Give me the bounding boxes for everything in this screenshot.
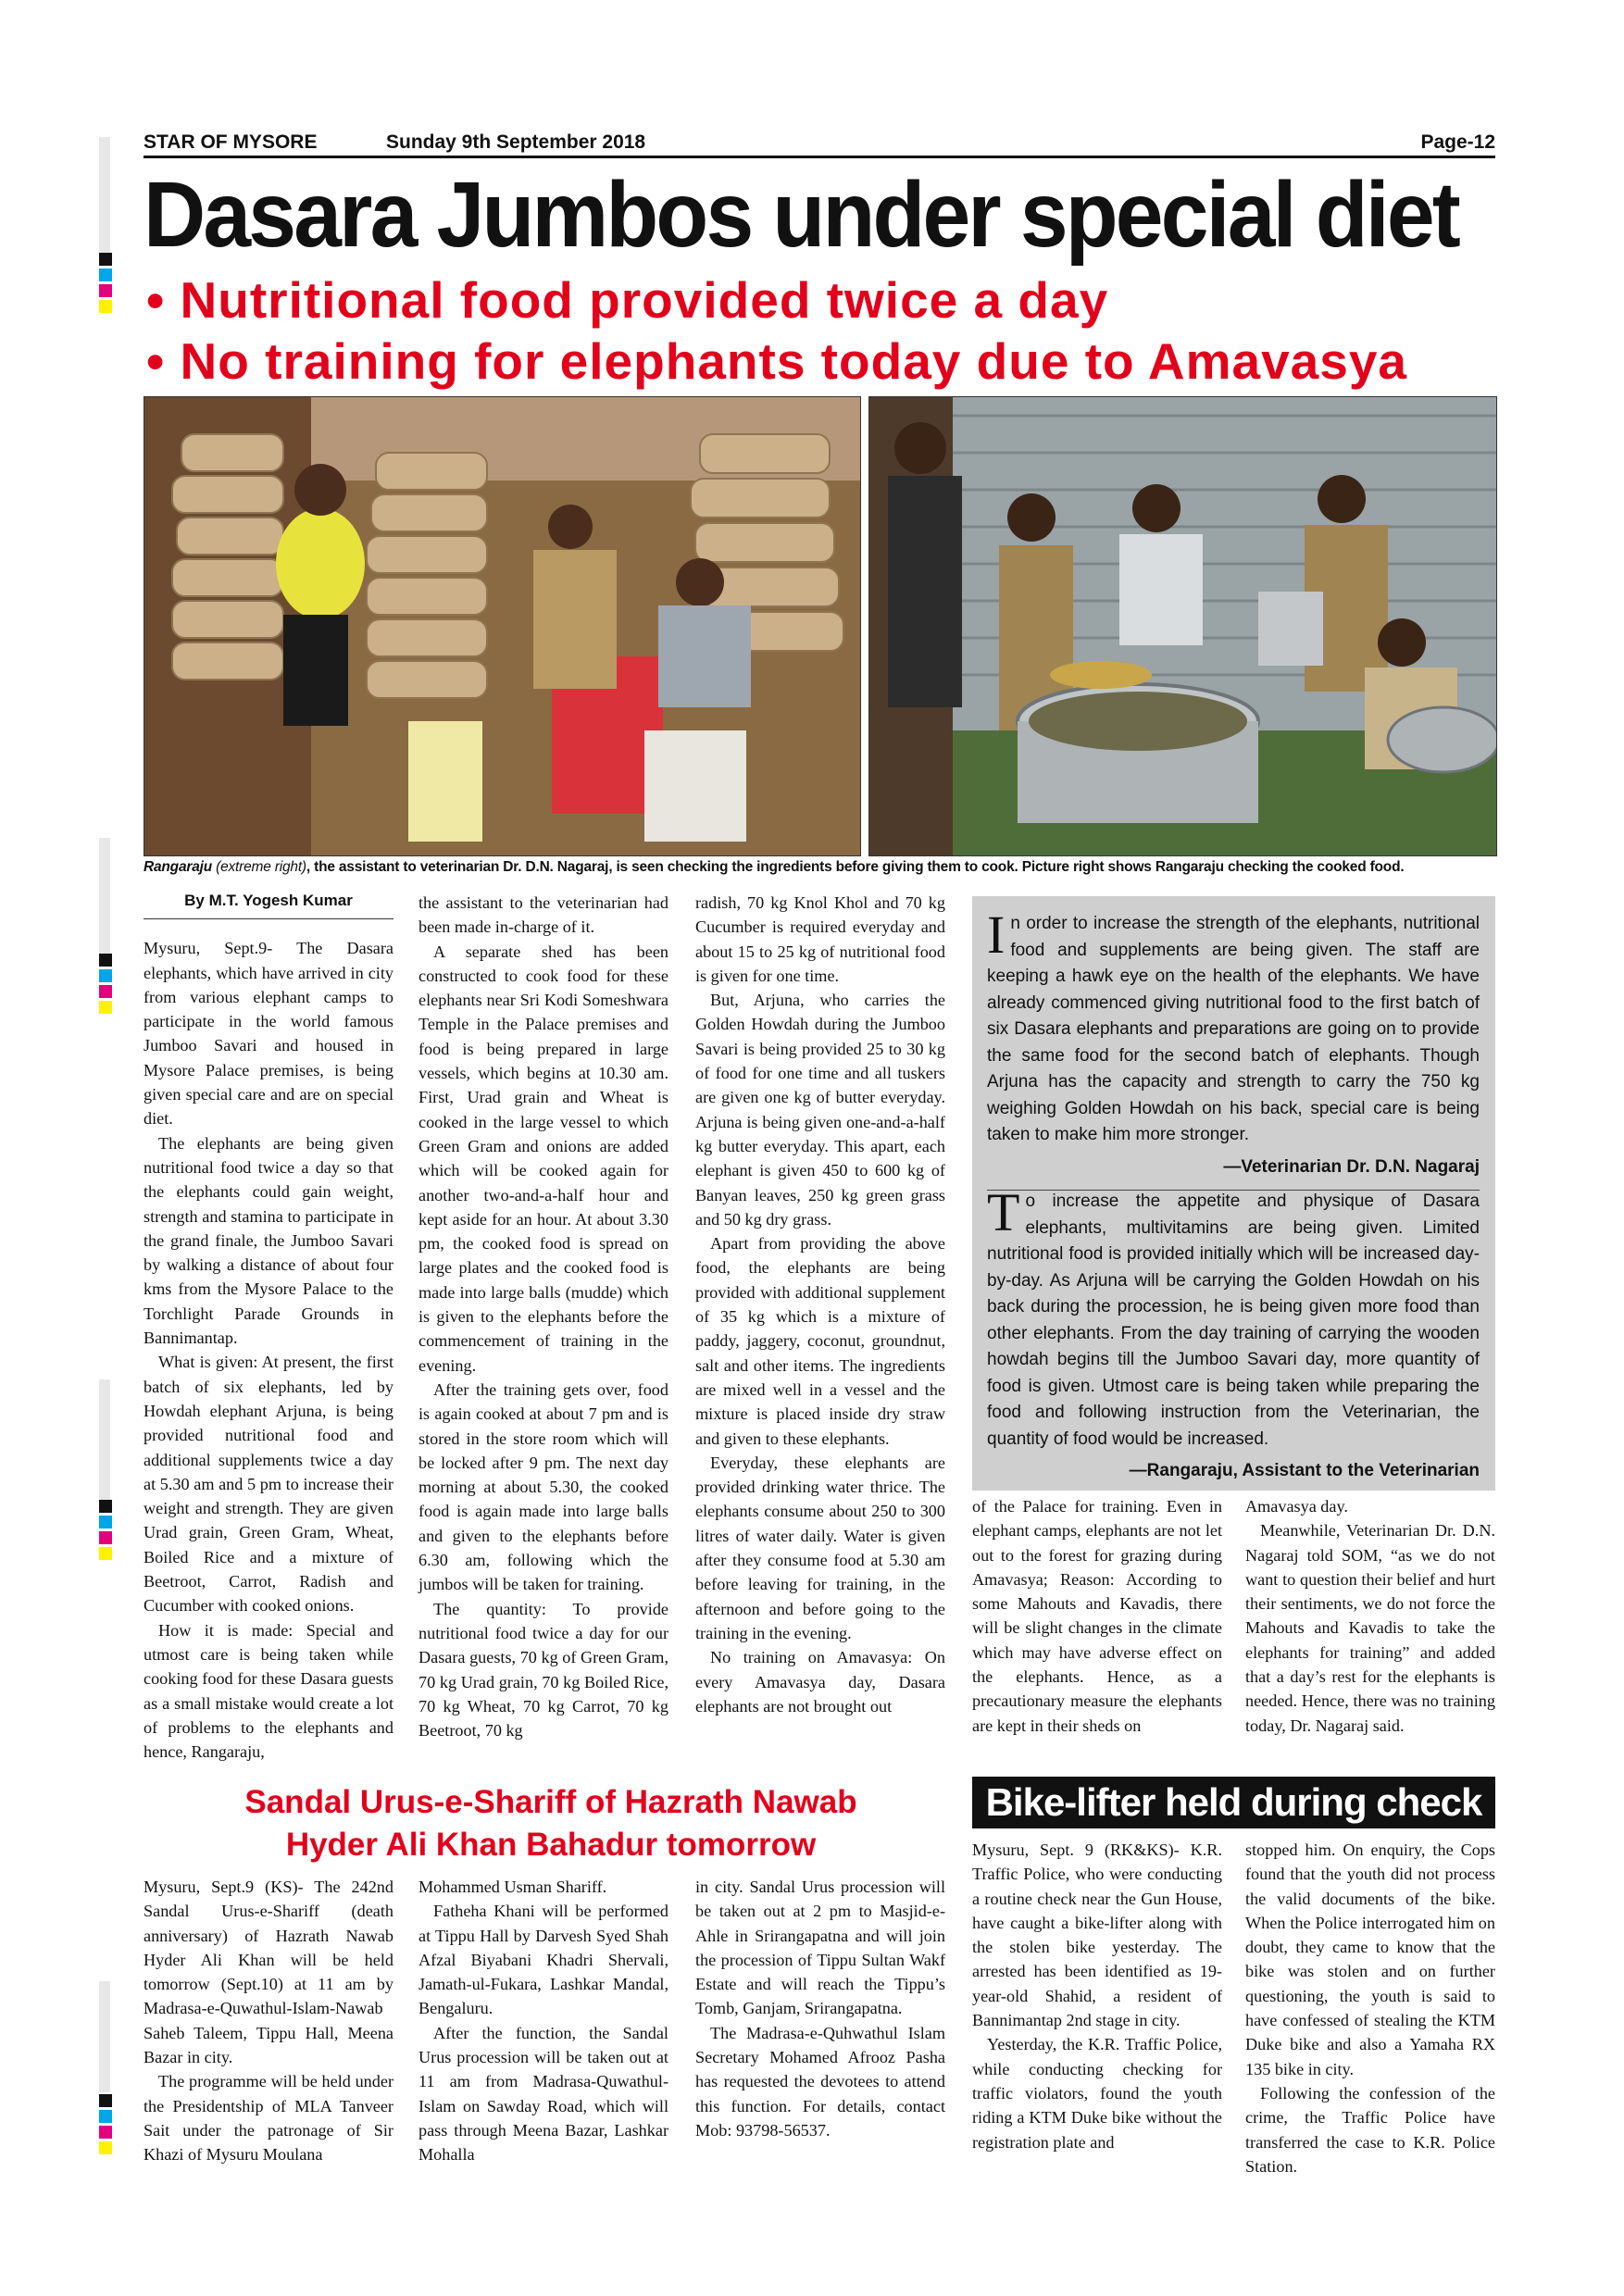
paragraph: The elephants are being given nutritional food twice a day so that the elephants could gain weight, strength and stamina to participate in the grand finale, the Jumboo Savari by walking a distance of about four kms from the Mysore Palace to the Torchlight Parade Grounds in Bannimantap. <box>144 1133 394 1348</box>
masthead-rule <box>144 156 1495 158</box>
photo-ration-store <box>144 396 861 856</box>
paragraph: Mohammed Usman Shariff. <box>418 1878 607 1896</box>
photo-cooking-vessels-icon <box>869 397 1496 855</box>
paragraph: in city. Sandal Urus procession will be taken out at 2 pm to Masjid-e-Ahle in Srirangapatna and will join the procession of Tippu Sultan Wakf Estate and will reach the Tippu’s Tomb, Ganjam, Srirangapatna. <box>695 1878 945 2018</box>
registration-mark <box>99 2094 112 2107</box>
registration-mark <box>99 1531 112 1544</box>
photo-cooking-vessels <box>868 396 1497 856</box>
article1-col3 <box>695 891 945 1718</box>
paragraph: radish, 70 kg Knol Khol and 70 kg Cucumber is required everyday and about 15 to 25 kg of nutritional food is given for one time. <box>695 893 945 985</box>
article1-col5 <box>1245 1494 1495 1738</box>
paragraph: the assistant to the veterinarian had been made in-charge of it. <box>418 893 668 937</box>
registration-mark <box>99 2110 112 2123</box>
article1-col2 <box>418 891 668 1742</box>
paragraph: The programme will be held under the Presidentship of MLA Tanveer Sait under the patronage of Sir Khazi of Mysuru Moulana <box>144 2072 394 2165</box>
article3-col1 <box>972 1838 1222 2154</box>
article2-col3 <box>695 1875 945 2142</box>
caption-text: , the assistant to veterinarian Dr. D.N. Nagaraj, is seen checking the ingredients before giving them to cook. Picture right shows Rangaraju checking the cooked food. <box>306 859 1405 875</box>
paragraph: No training on Amavasya: On every Amavasya day, Dasara elephants are not brought out <box>695 1648 945 1716</box>
paragraph: But, Arjuna, who carries the Golden Howdah during the Jumboo Savari is being provided 25 to 30 kg of food for one time and all tuskers are given one kg of butter everyday. Arjuna is being given one-and-a-half kg butter everyday. This apart, each elephant is given 450 to 600 kg of Banyan leaves, 250 kg green grass and 50 kg dry grass. <box>695 991 945 1229</box>
subhead-2: • No training for elephants today due to Amavasya <box>146 332 1408 390</box>
urus-headline-line1: Sandal Urus-e-Shariff of Hazrath Nawab <box>244 1784 857 1820</box>
registration-mark <box>99 954 112 967</box>
paragraph: Following the confession of the crime, the Traffic Police have transferred the case to K.R. Police Station. <box>1245 2083 1495 2176</box>
article2-col1 <box>144 1875 394 2167</box>
caption-name: Rangaraju <box>144 859 212 875</box>
quote-attribution: —Veterinarian Dr. D.N. Nagaraj <box>1223 1156 1480 1177</box>
registration-mark <box>99 300 112 313</box>
paragraph: Everyday, these elephants are provided drinking water thrice. The elephants consume about 250 to 300 litres of water daily. Water is given after they consume food at 5.30 am before leaving for training, in the afternoon and before going to the training in the evening. <box>695 1453 945 1642</box>
page-number: Page-12 <box>1420 131 1495 153</box>
masthead <box>144 130 1495 157</box>
quote-veterinarian <box>987 905 1480 1200</box>
issue-date: Sunday 9th September 2018 <box>386 131 646 153</box>
paragraph: Mysuru, Sept.9 (KS)- The 242nd Sandal Urus-e-Shariff (death anniversary) of Hazrath Nawab Hyder Ali Khan will be held tomorrow (Sept.10) at 11 am by Madrasa-e-Quwathul-Islam-Nawab Saheb Taleem, Tippu Hall, Meena Bazar in city. <box>144 1878 394 2067</box>
caption-note: (extreme right) <box>216 859 306 875</box>
paragraph: The Madrasa-e-Quhwathul Islam Secretary Mohamed Afrooz Pasha has requested the devotees to attend this function. For details, contact Mob: 93798-56537. <box>695 2023 945 2140</box>
paragraph: What is given: At present, the first batch of six elephants, led by Howdah elephant Arjuna, is being provided nutritional food and additional supplements twice a day at 5.30 am and 5 pm to increase their weight and strength. They are given Urad grain, Green Gram, Wheat, Boiled Rice and a mixture of Beetroot, Carrot, Radish and Cucumber with cooked onions. <box>144 1353 394 1616</box>
registration-mark <box>99 268 112 281</box>
registration-mark <box>99 1500 112 1513</box>
quote-rangaraju <box>987 1182 1480 1485</box>
paragraph: A separate shed has been constructed to cook food for these elephants near Sri Kodi Someshwara Temple in the Palace premises and food is being prepared in large vessels, which begins at 10.30 am. First, Urad grain and Wheat is cooked in the large vessel to which Green Gram and onions are added which will be cooked again for another two-and-a-half hour and kept aside for an hour. At about 3.30 pm, the cooked food is spread on large plates and the cooked food is made into large balls (mudde) which is given to the elephants before the commencement of training in the evening. <box>418 942 668 1375</box>
paragraph: Amavasya day. <box>1245 1497 1348 1516</box>
photo-ration-store-icon <box>144 397 860 855</box>
paragraph: Yesterday, the K.R. Traffic Police, while conducting checking for traffic violators, found the youth riding a KTM Duke bike without the registration plate and <box>972 2035 1222 2152</box>
subhead-1: • Nutritional food provided twice a day <box>146 271 1109 329</box>
quote-text: n order to increase the strength of the elephants, nutritional food and supplements are being given. The staff are keeping a hawk eye on the health of the elephants. We have already commenced giving nutritional food to the first batch of six Dasara elephants and preparations are going on to provide the same food for the second batch of elephants. Though Arjuna has the capacity and strength to carry the 750 kg weighing Golden Howdah on his back, special care is being taken to make him more stronger. <box>987 914 1480 1144</box>
paragraph: The quantity: To provide nutritional food twice a day for our Dasara guests, 70 kg of Green Gram, 70 kg Urad grain, 70 kg Boiled Rice, 70 kg Wheat, 70 kg Carrot, 70 kg Beetroot, 70 kg <box>418 1599 668 1741</box>
registration-mark <box>99 2126 112 2139</box>
dropcap: T <box>987 1182 1020 1242</box>
paper-name: STAR OF MYSORE <box>144 131 318 153</box>
paragraph: Mysuru, Sept. 9 (RK&KS)- K.R. Traffic Police, who were conducting a routine check near the Gun House, have caught a bike-lifter along with the stolen bike yesterday. The arrested has been identified as 19-year-old Shahid, a resident of Bannimantap 2nd stage in city. <box>972 1841 1222 2030</box>
quote-attribution: —Rangaraju, Assistant to the Veterinarian <box>1129 1461 1480 1480</box>
paragraph: Fatheha Khani will be performed at Tippu Hall by Darvesh Syed Shah Afzal Biyabani Khadri Shervali, Jamath-ul-Fukara, Lashkar Mandal, Bengaluru. <box>418 1902 668 2018</box>
registration-mark <box>99 969 112 982</box>
paragraph: stopped him. On enquiry, the Cops found that the youth did not process the valid documents of the bike. When the Police interrogated him on doubt, they came to know that the bike was stolen and on further questioning, the youth is said to have confessed of stealing the KTM Duke bike and also a Yamaha RX 135 bike in city. <box>1245 1841 1495 2078</box>
paragraph: Apart from providing the above food, the elephants are being provided with additional supplement of 35 kg which is a mixture of paddy, jaggery, coconut, groundnut, salt and other items. The ingredients are mixed well in a vessel and the mixture is placed inside dry straw and given to these elephants. <box>695 1234 945 1448</box>
registration-mark <box>99 1001 112 1014</box>
quote-text: o increase the appetite and physique of Dasara elephants, multivitamins are being given. Limited nutritional food is provided initially which will be increased day-by-day. As Arjuna will be carrying the Golden Howdah on his back during the procession, he is being given more food than other elephants. From the day training of carrying the wooden howdah begins till the Jumboo Savari day, more quantity of food is given. Utmost care is being taken while preparing the food and following instruction from the Veterinarian, the quantity of food would be increased. <box>987 1192 1480 1449</box>
registration-bar <box>99 838 110 958</box>
registration-bar <box>99 1981 110 2092</box>
byline: By M.T. Yogesh Kumar <box>144 889 394 919</box>
paragraph: Mysuru, Sept.9- The Dasara elephants, which have arrived in city from various elephant camps to participate in the world famous Jumboo Savari and housed in Mysore Palace premises, is being given special care and are on special diet. <box>144 939 394 1129</box>
paragraph: After the function, the Sandal Urus procession will be taken out at 11 am from Madrasa-Quwathul-Islam on Sawday Road, which will pass through Meena Bazar, Lashkar Mohalla <box>418 2023 668 2165</box>
registration-mark <box>99 2141 112 2154</box>
paragraph: How it is made: Special and utmost care is being taken while cooking food for these Dasara guests as a small mistake would create a lot of problems to the elephants and hence, Rangaraju, <box>144 1620 394 1762</box>
page-headline: Dasara Jumbos under special diet <box>144 163 1458 267</box>
article3-col2 <box>1245 1838 1495 2178</box>
urus-headline <box>144 1781 958 1866</box>
urus-headline-line2: Hyder Ali Khan Bahadur tomorrow <box>285 1827 817 1863</box>
article1-col1 <box>144 889 394 1764</box>
article1-col4 <box>972 1494 1222 1738</box>
registration-mark <box>99 253 112 266</box>
article2-col2 <box>418 1875 668 2167</box>
quote-box <box>972 896 1495 1491</box>
registration-mark <box>99 284 112 297</box>
paragraph: Meanwhile, Veterinarian Dr. D.N. Nagaraj told SOM, “as we do not want to question their belief and hurt their sentiments, we do not force the Mahouts and Kavadis to take the elephants for training” and added that a day’s rest for the elephants is needed. Hence, there was no training today, Dr. Nagaraj said. <box>1245 1521 1495 1735</box>
registration-bar <box>99 137 110 253</box>
registration-mark <box>99 985 112 998</box>
registration-mark <box>99 1516 112 1529</box>
dropcap: I <box>987 905 1006 965</box>
paragraph: After the training gets over, food is again cooked at about 7 pm and is stored in the store room which will be locked after 9 pm. The next day morning at about 5.30, the cooked food is again made into large balls and given to the elephants before 6.30 am, following which the jumbos will be taken for training. <box>418 1379 668 1594</box>
registration-bar <box>99 1379 110 1500</box>
registration-mark <box>99 1547 112 1560</box>
bike-lifter-headline: Bike-lifter held during check <box>972 1777 1495 1828</box>
photo-caption <box>144 859 1495 876</box>
paragraph: of the Palace for training. Even in elephant camps, elephants are not let out to the forest for grazing during Amavasya; Reason: According to some Mahouts and Kavadis, there will be slight changes in the climate which may have adverse effect on the elephants. Hence, as a precautionary measure the elephants are kept in their sheds on <box>972 1497 1222 1735</box>
